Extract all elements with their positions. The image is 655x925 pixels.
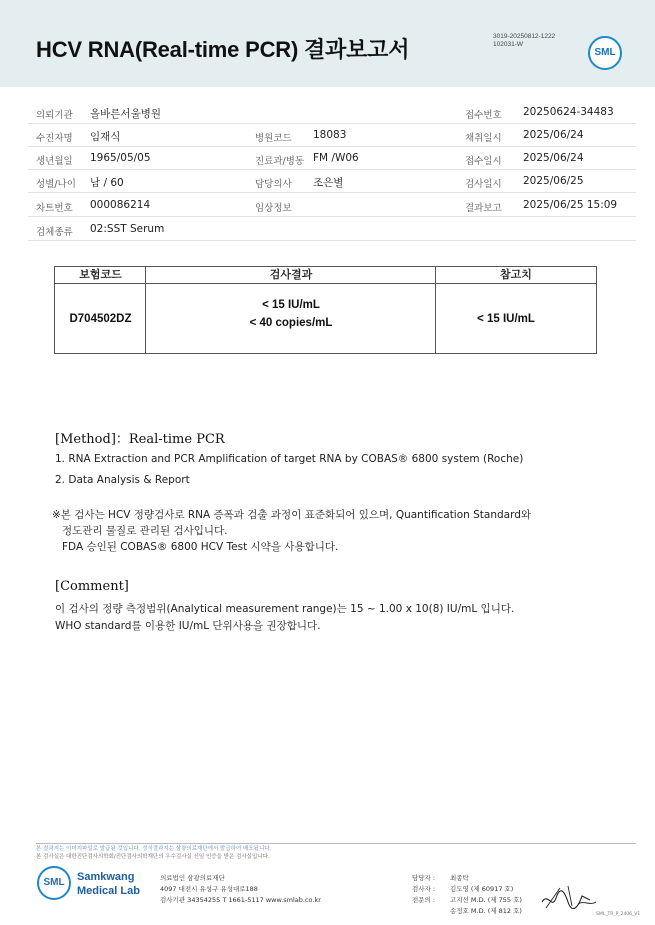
dob-value: 1965/05/05 bbox=[90, 152, 151, 164]
result-line1-cell: < 15 IU/mL bbox=[262, 299, 320, 311]
info-row-sex-age bbox=[28, 170, 636, 193]
role-4-name: 송정호 M.D. (제 812 호) bbox=[450, 907, 522, 915]
footer-sml-logo bbox=[37, 866, 71, 900]
role-3-label: 전문의 : bbox=[412, 896, 436, 904]
method-item-1: 1. RNA Extraction and PCR Amplification of target RNA by COBAS® 6800 system (Roche) bbox=[55, 453, 524, 465]
role-1-name: 최종탁 bbox=[450, 874, 469, 882]
hospital-code-value: 18083 bbox=[313, 129, 347, 141]
receipt-no-label: 접수번호 bbox=[465, 110, 502, 121]
comment-title: [Comment] bbox=[55, 579, 129, 594]
chart-no-label: 차트번호 bbox=[36, 203, 73, 214]
header-insurance-code: 보험코드 bbox=[55, 267, 146, 284]
document-id-line2: 102031-W bbox=[493, 41, 523, 48]
dept-label: 진료과/병동 bbox=[255, 156, 305, 167]
footer-notice: 본 결과지는 이미지파일로 발급된 것입니다. 정식결과지는 삼광의료재단에서 발급하여 배포됩니다. bbox=[36, 846, 272, 852]
org-name: 의료법인 삼광의료재단 bbox=[160, 874, 225, 882]
info-row-institution bbox=[28, 101, 636, 124]
info-row-specimen bbox=[28, 218, 636, 241]
org-contact: 검사기관 34354255 T 1661-5117 www.smlab.co.kr bbox=[160, 896, 321, 904]
sml-logo bbox=[588, 36, 622, 70]
comment-line-2: WHO standard를 이용한 IU/mL 단위사용을 권장합니다. bbox=[55, 620, 321, 632]
method-title: [Method]：Real-time PCR bbox=[55, 432, 225, 447]
role-2-label: 검사자 : bbox=[412, 885, 436, 893]
brand-line-1: Samkwang bbox=[77, 871, 135, 883]
sml-logo-text: SML bbox=[594, 47, 616, 58]
collected-label: 채취일시 bbox=[465, 133, 502, 144]
document-id-line1: 3019-20250812-1222 bbox=[493, 33, 556, 40]
patient-label: 수진자명 bbox=[36, 133, 73, 144]
reference-cell: < 15 IU/mL bbox=[477, 313, 535, 325]
sex-age-label: 성별/나이 bbox=[36, 179, 76, 190]
specimen-label: 검체종류 bbox=[36, 227, 73, 238]
result-table bbox=[54, 266, 597, 354]
receipt-no-value: 20250624-34483 bbox=[523, 106, 614, 118]
report-title: HCV RNA(Real-time PCR) 결과보고서 bbox=[36, 37, 410, 62]
specimen-value: 02:SST Serum bbox=[90, 223, 165, 235]
institution-label: 의뢰기관 bbox=[36, 110, 73, 121]
info-row-chart bbox=[28, 194, 636, 217]
chart-no-value: 000086214 bbox=[90, 199, 151, 211]
patient-value: 임재식 bbox=[90, 131, 121, 143]
signature-image bbox=[538, 880, 598, 914]
insurance-code-cell: D704502DZ bbox=[69, 313, 132, 325]
role-1-label: 담당자 : bbox=[412, 874, 436, 882]
dept-value: FM /W06 bbox=[313, 152, 359, 164]
received-label: 접수일시 bbox=[465, 156, 502, 167]
dob-label: 생년월일 bbox=[36, 156, 73, 167]
info-row-dob bbox=[28, 147, 636, 170]
comment-line-1: 이 검사의 정량 측정범위(Analytical measurement range)는 15 ~ 1.00 x 10(8) IU/mL 입니다. bbox=[55, 603, 515, 615]
collected-value: 2025/06/24 bbox=[523, 129, 584, 141]
method-note-3: FDA 승인된 COBAS® 6800 HCV Test 시약을 사용합니다. bbox=[62, 541, 339, 553]
header-reference: 참고치 bbox=[436, 267, 596, 284]
received-value: 2025/06/24 bbox=[523, 152, 584, 164]
info-row-patient bbox=[28, 124, 636, 147]
reported-value: 2025/06/25 15:09 bbox=[523, 199, 618, 211]
brand-line-2: Medical Lab bbox=[77, 885, 140, 897]
method-item-2: 2. Data Analysis & Report bbox=[55, 474, 190, 486]
hospital-code-label: 병원코드 bbox=[255, 133, 292, 144]
org-address: 4097 대전시 유성구 유성대로188 bbox=[160, 885, 258, 893]
header-result: 검사결과 bbox=[146, 267, 436, 284]
institution-value: 올바른서울병원 bbox=[90, 108, 162, 120]
form-id: SML_TR_P_2406_V1 bbox=[596, 912, 641, 917]
footer-sml-logo-text: SML bbox=[43, 877, 65, 888]
method-note-2: 정도관리 물질로 관리된 검사입니다. bbox=[62, 525, 228, 537]
reported-label: 결과보고 bbox=[465, 203, 502, 214]
role-2-name: 김도영 (제 60917 호) bbox=[450, 885, 514, 893]
clinical-label: 임상정보 bbox=[255, 203, 292, 214]
doctor-label: 담당의사 bbox=[255, 179, 292, 190]
tested-value: 2025/06/25 bbox=[523, 175, 584, 187]
sex-age-value: 남 / 60 bbox=[90, 177, 124, 189]
result-line2-cell: < 40 copies/mL bbox=[249, 317, 333, 329]
footer-accreditation: 본 검사실은 대한진단검사의학회/진단검사의학재단의 우수검사실 신임 인증을 받은 검사실입니다. bbox=[36, 854, 270, 860]
tested-label: 검사일시 bbox=[465, 179, 502, 190]
role-3-name: 고지선 M.D. (제 755 호) bbox=[450, 896, 522, 904]
document-id bbox=[493, 33, 555, 49]
doctor-value: 조은별 bbox=[313, 177, 344, 189]
method-note-1: ※본 검사는 HCV 정량검사로 RNA 증폭과 검출 과정이 표준화되어 있으며, Quantification Standard와 bbox=[52, 509, 532, 521]
